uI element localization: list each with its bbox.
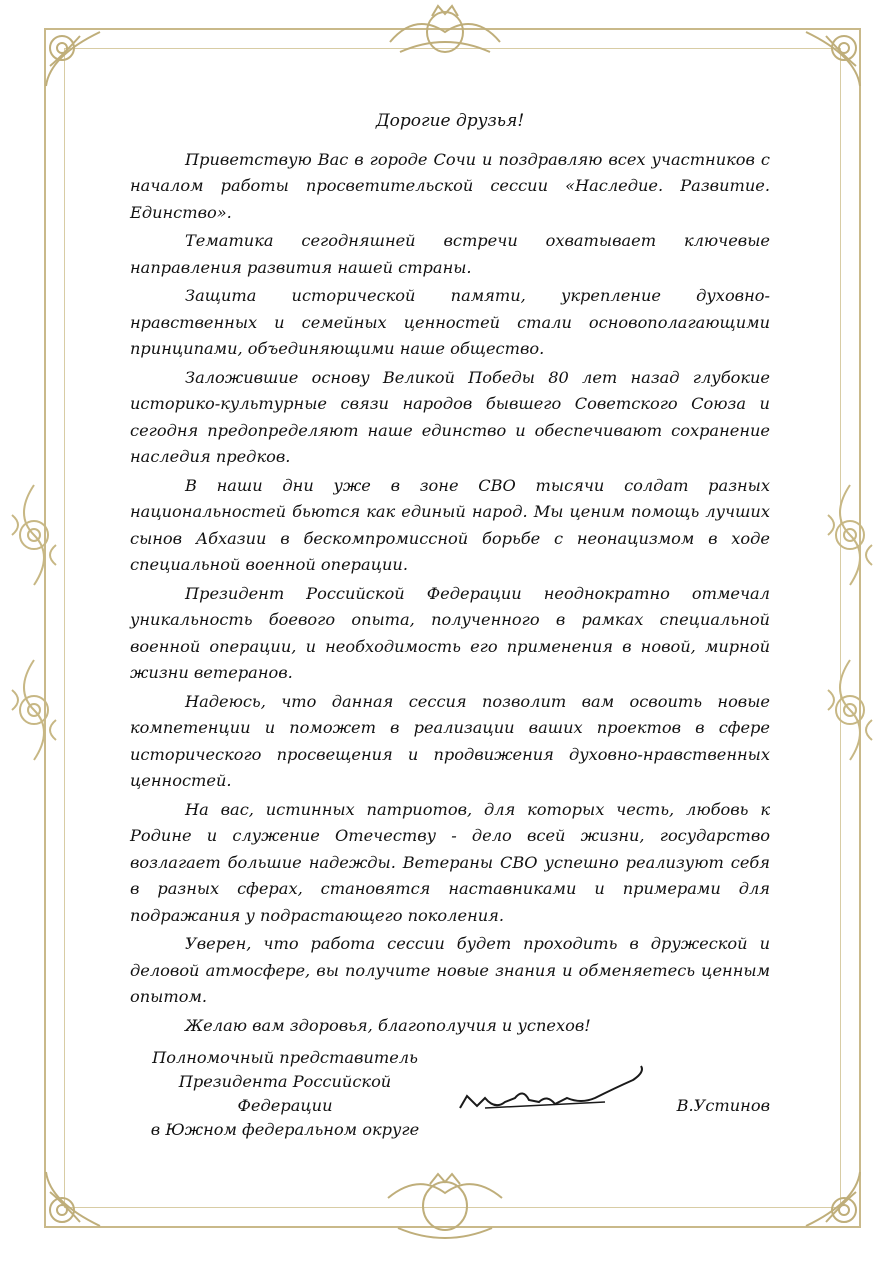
signatory-title-line: Президента Российской Федерации xyxy=(178,1072,392,1115)
side-ornament-icon xyxy=(820,475,880,595)
signatory-title-line: Полномочный представитель xyxy=(152,1048,418,1067)
letter-paragraph: Приветствую Вас в городе Сочи и поздравляю всех участников с началом работы просветительской сессии «Наследие. Развитие. Единство». xyxy=(130,149,770,222)
signature-block xyxy=(130,1046,770,1139)
handwritten-signature xyxy=(455,1058,655,1118)
letter-paragraph: Президент Российской Федерации неоднократно отмечал уникальность боевого опыта, полученного в рамках специальной военной операции, и необходимость его применения в новой, мирной жизни ветеранов. xyxy=(130,583,770,682)
corner-ornament-icon xyxy=(796,26,866,96)
side-ornament-icon xyxy=(4,475,64,595)
letter-paragraph: Защита исторической памяти, укрепление духовно-нравственных и семейных ценностей стали основополагающими принципами, объединяющими наше общество. xyxy=(130,286,770,358)
letter-greeting: Дорогие друзья! xyxy=(375,111,525,131)
crest-ornament-icon xyxy=(380,2,510,62)
corner-ornament-icon xyxy=(796,1162,866,1232)
letter-paragraph: В наши дни уже в зоне СВО тысячи солдат разных национальностей бьются как единый народ. Мы ценим помощь лучших сынов Абхазии в бескомпромиссной борьбе с неонацизмом в ходе специальной военной операции. xyxy=(130,475,770,574)
letter-paragraph: Заложившие основу Великой Победы 80 лет назад глубокие историко-культурные связи народов бывшего Советского Союза и сегодня предопределяют наше единство и обеспечивают сохранение наследия предков. xyxy=(130,367,770,466)
corner-ornament-icon xyxy=(40,26,110,96)
letter-paragraph: На вас, истинных патриотов, для которых честь, любовь к Родине и служение Отечеству - дело всей жизни, государство возлагает большие надежды. Ветераны СВО успешно реализуют себя в разных сферах, становятся наставниками и примерами для подражания у подрастающего поколения. xyxy=(130,799,770,925)
side-ornament-icon xyxy=(820,650,880,770)
letter-paragraph: Уверен, что работа сессии будет проходить в дружеской и деловой атмосфере, вы получите новые знания и обменяетесь ценным опытом. xyxy=(130,934,770,1006)
signatory-name: В.Устинов xyxy=(676,1096,770,1115)
letter-paragraph: Желаю вам здоровья, благополучия и успехов! xyxy=(185,1015,591,1035)
corner-ornament-icon xyxy=(40,1162,110,1232)
signatory-title xyxy=(130,1046,440,1142)
letter-paragraph: Надеюсь, что данная сессия позволит вам освоить новые компетенции и поможет в реализации ваших проектов в сфере исторического просвещения и продвижения духовно-нравственных ценностей. xyxy=(130,691,770,790)
letter-paragraph: Тематика сегодняшней встречи охватывает ключевые направления развития нашей страны. xyxy=(130,231,770,277)
side-ornament-icon xyxy=(4,650,64,770)
crest-ornament-icon xyxy=(378,1168,512,1248)
letter-body xyxy=(130,108,770,1041)
signatory-title-line: в Южном федеральном округе xyxy=(150,1120,420,1139)
